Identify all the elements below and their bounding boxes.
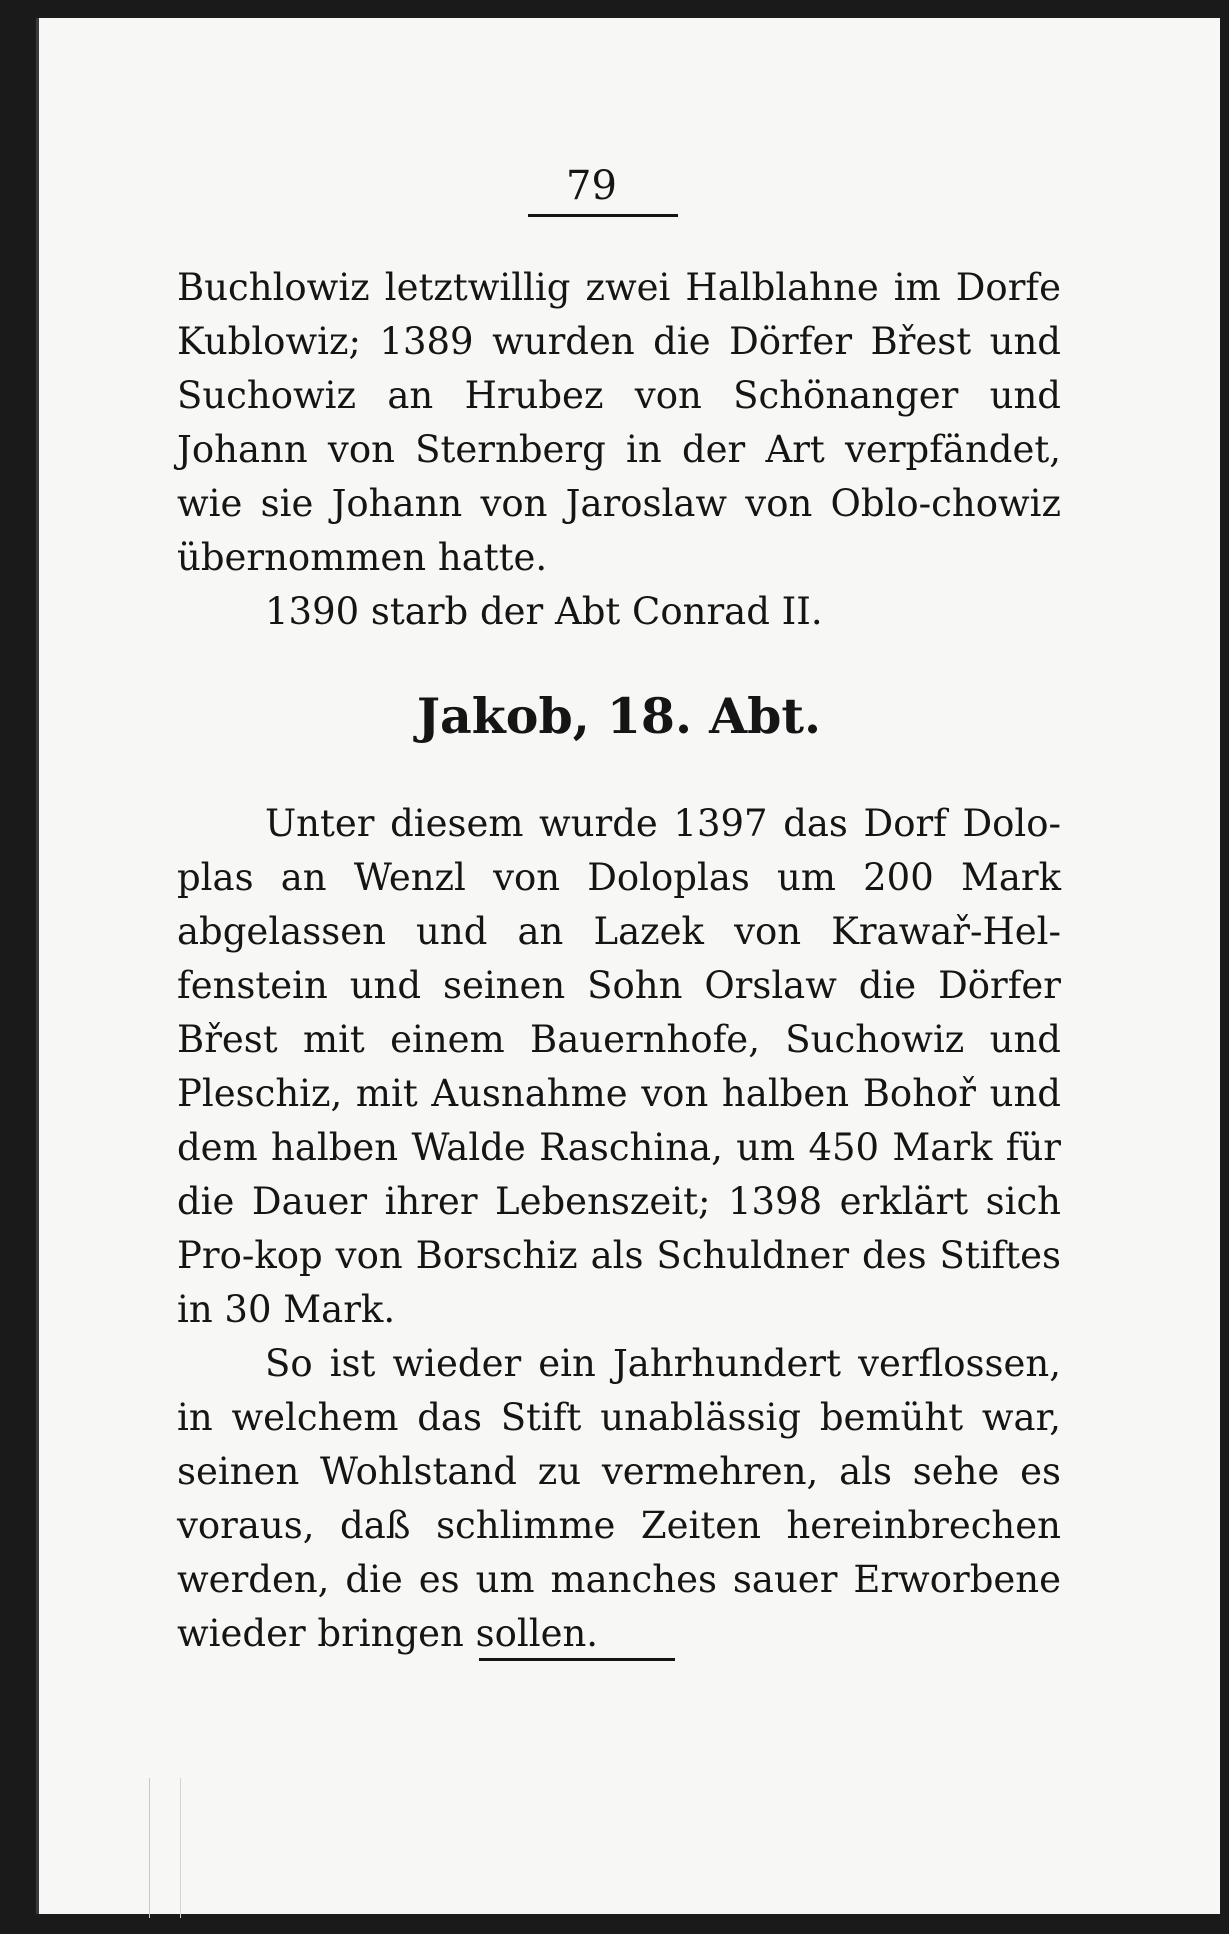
binding-marks [149,1778,181,1918]
paragraph-abbot-death: 1390 starb der Abt Conrad II. [265,590,823,633]
closing-rule [479,1658,675,1661]
book-page [36,18,1220,1914]
page-body [177,261,1061,1661]
paragraph-continued: Buchlowiz letztwillig zwei Halblahne im Dorfe Kublowiz; 1389 wurden die Dörfer Břest und Suchowiz an Hrubez von Schönanger und Johann von Sternberg in der Art verpfändet, wie sie Johann von Jaroslaw von Oblo-chowiz übernommen hatte. [177,266,1061,579]
page-number: 79 [566,163,617,209]
paragraph-transactions: Unter diesem wurde 1397 das Dorf Dolo-plas an Wenzl von Doloplas um 200 Mark abgelassen und an Lazek von Krawař-Hel-fenstein und seinen Sohn Orslaw die Dörfer Břest mit einem Bauernhofe, Suchowiz und Pleschiz, mit Ausnahme von halben Bohoř und dem halben Walde Raschina, um 450 Mark für die Dauer ihrer Lebenszeit; 1398 erklärt sich Pro-kop von Borschiz als Schuldner des Stiftes in 30 Mark. [177,802,1061,1331]
paragraph-century-summary: So ist wieder ein Jahrhundert verflossen, in welchem das Stift unablässig bemüht war, seinen Wohlstand zu vermehren, als sehe es voraus, daß schlimme Zeiten hereinbrechen werden, die es um manches sauer Erworbene wieder bringen sollen. [177,1342,1061,1655]
page-number-rule [528,214,678,217]
section-heading: Jakob, 18. Abt. [416,687,822,745]
